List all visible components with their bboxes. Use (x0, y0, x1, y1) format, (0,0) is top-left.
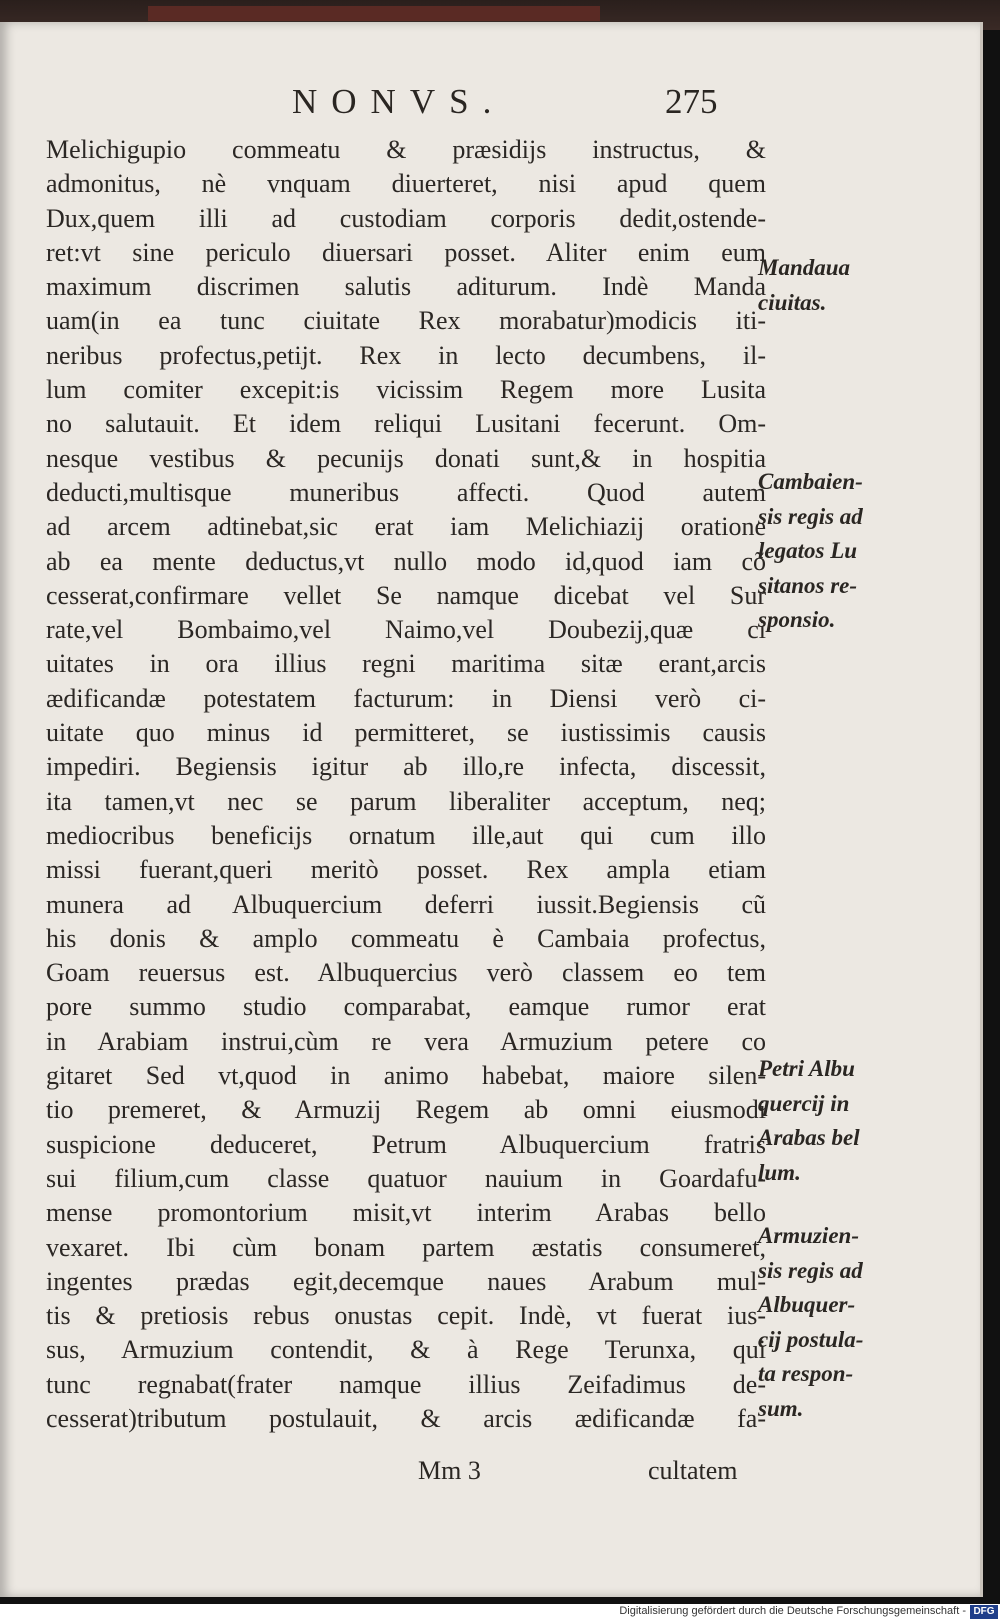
text-line: in Arabiam instrui,cùm re vera Armuzium petere co (46, 1026, 766, 1056)
marginal-note-line: Petri Albu (758, 1056, 855, 1081)
text-line: cesserat)tributum postulauit, & arcis ædificandæ fa- (46, 1403, 766, 1433)
text-line: ingentes prædas egit,decemque naues Arabum mul- (46, 1266, 766, 1296)
text-line: Melichigupio commeatu & præsidijs instructus, & (46, 135, 766, 164)
page-footer-line (0, 1456, 980, 1496)
marginal-note-line: Cambaien- (758, 469, 863, 494)
text-line: ad arcem adtinebat,sic erat iam Melichiazij oratione (46, 512, 766, 542)
marginal-note-line: sum. (758, 1395, 804, 1421)
text-line: ædificandæ potestatem facturum: in Diensi verò ci- (46, 683, 766, 713)
marginal-note-line: cij postula- (758, 1326, 864, 1352)
text-line: uitates in ora illius regni maritima sitæ erant,arcis (46, 649, 766, 679)
catchword: cultatem (648, 1456, 738, 1485)
text-line: Dux,quem illi ad custodiam corporis dedit,ostende- (46, 203, 766, 233)
text-line: ab ea mente deductus,vt nullo modo id,quod iam cõ (46, 546, 766, 576)
text-line: mediocribus beneficijs ornatum ille,aut qui cum illo (46, 820, 766, 850)
text-line: gitaret Sed vt,quod in animo habebat, maiore silen- (46, 1061, 766, 1091)
attribution-bar (0, 1604, 1000, 1621)
running-title: NONVS. (292, 82, 506, 121)
marginal-note-line: sis regis ad (758, 503, 863, 529)
marginal-note-line: ta respon- (758, 1361, 854, 1386)
text-line: sui filium,cum classe quatuor nauium in Goardafu- (46, 1163, 766, 1193)
marginal-note-line: quercij in (758, 1090, 850, 1116)
book-page (0, 22, 983, 1597)
text-line: cesserat,confirmare vellet Se namque dicebat vel Sur (46, 580, 766, 610)
main-text-block (46, 133, 766, 1436)
signature-mark: Mm 3 (418, 1456, 481, 1485)
marginal-note-line: legatos Lu (758, 538, 858, 563)
text-line: vexaret. Ibi cùm bonam partem æstatis consumeret, (46, 1232, 766, 1262)
text-line: his donis & amplo commeatu è Cambaia profectus, (46, 923, 766, 953)
text-line: maximum discrimen salutis aditurum. Indè Manda (46, 272, 766, 302)
dfg-logo[interactable]: DFG (970, 1605, 998, 1619)
marginal-note-line: Mandaua (758, 255, 851, 280)
text-line: tio premeret, & Armuzij Regem ab omni eiusmodi (46, 1095, 766, 1125)
text-line: missi fuerant,queri meritò posset. Rex ampla etiam (46, 855, 766, 885)
marginal-note-cambaiensis (758, 465, 968, 638)
text-line: Goam reuersus est. Albuquercius verò classem eo tem (46, 958, 766, 988)
attribution-text: Digitalisierung gefördert durch die Deutsche Forschungsgemeinschaft - (619, 1605, 966, 1617)
marginal-note-line: sitanos re- (758, 572, 858, 598)
page-number: 275 (665, 82, 718, 121)
text-line: mense promontorium misit,vt interim Arabas bello (46, 1198, 766, 1228)
text-line: pore summo studio comparabat, eamque rumor erat (46, 992, 766, 1022)
marginal-note-line: sis regis ad (758, 1257, 863, 1283)
text-line: neribus profectus,petijt. Rex in lecto decumbens, il- (46, 340, 766, 370)
marginal-note-armuziensis (758, 1219, 968, 1426)
marginal-note-petri-albuquercij (758, 1052, 968, 1190)
text-line: no salutauit. Et idem reliqui Lusitani fecerunt. Om- (46, 409, 766, 439)
marginal-note-line: Albuquer- (758, 1292, 856, 1317)
book-edge-strip (148, 6, 600, 21)
marginal-note-line: Armuzien- (758, 1223, 859, 1248)
text-line: rate,vel Bombaimo,vel Naimo,vel Doubezij,quæ ci (46, 615, 766, 645)
text-line: munera ad Albuquercium deferri iussit.Begiensis cũ (46, 889, 766, 919)
marginal-note-line: Arabas bel (758, 1125, 860, 1150)
text-line: lum comiter excepit:is vicissim Regem more Lusita (46, 375, 766, 405)
text-line: ita tamen,vt nec se parum liberaliter acceptum, neq; (46, 786, 766, 816)
text-line: admonitus, nè vnquam diuerteret, nisi apud quem (46, 169, 766, 199)
text-line: deducti,multisque muneribus affecti. Quod autem (46, 477, 766, 507)
marginal-note-line: sponsio. (758, 607, 836, 632)
marginal-note-line: lum. (758, 1159, 801, 1185)
text-line: sus, Armuzium contendit, & à Rege Terunxa, qui (46, 1335, 766, 1365)
text-line: uitate quo minus id permitteret, se iustissimis causis (46, 718, 766, 748)
marginal-note-line: ciuitas. (758, 289, 827, 315)
page-header (0, 72, 980, 132)
text-line: nesque vestibus & pecunijs donati sunt,& in hospitia (46, 443, 766, 473)
text-line: tunc regnabat(frater namque illius Zeifadimus de- (46, 1369, 766, 1399)
text-line: uam(in ea tunc ciuitate Rex morabatur)modicis iti- (46, 306, 766, 336)
marginal-note-mandaua (758, 251, 968, 320)
text-line: ret:vt sine periculo diuersari posset. Aliter enim eum (46, 237, 766, 267)
text-line: suspicione deduceret, Petrum Albuquercium fratris (46, 1129, 766, 1159)
text-line: tis & pretiosis rebus onustas cepit. Indè, vt fuerat ius- (46, 1301, 766, 1331)
text-line: impediri. Begiensis igitur ab illo,re infecta, discessit, (46, 752, 766, 782)
